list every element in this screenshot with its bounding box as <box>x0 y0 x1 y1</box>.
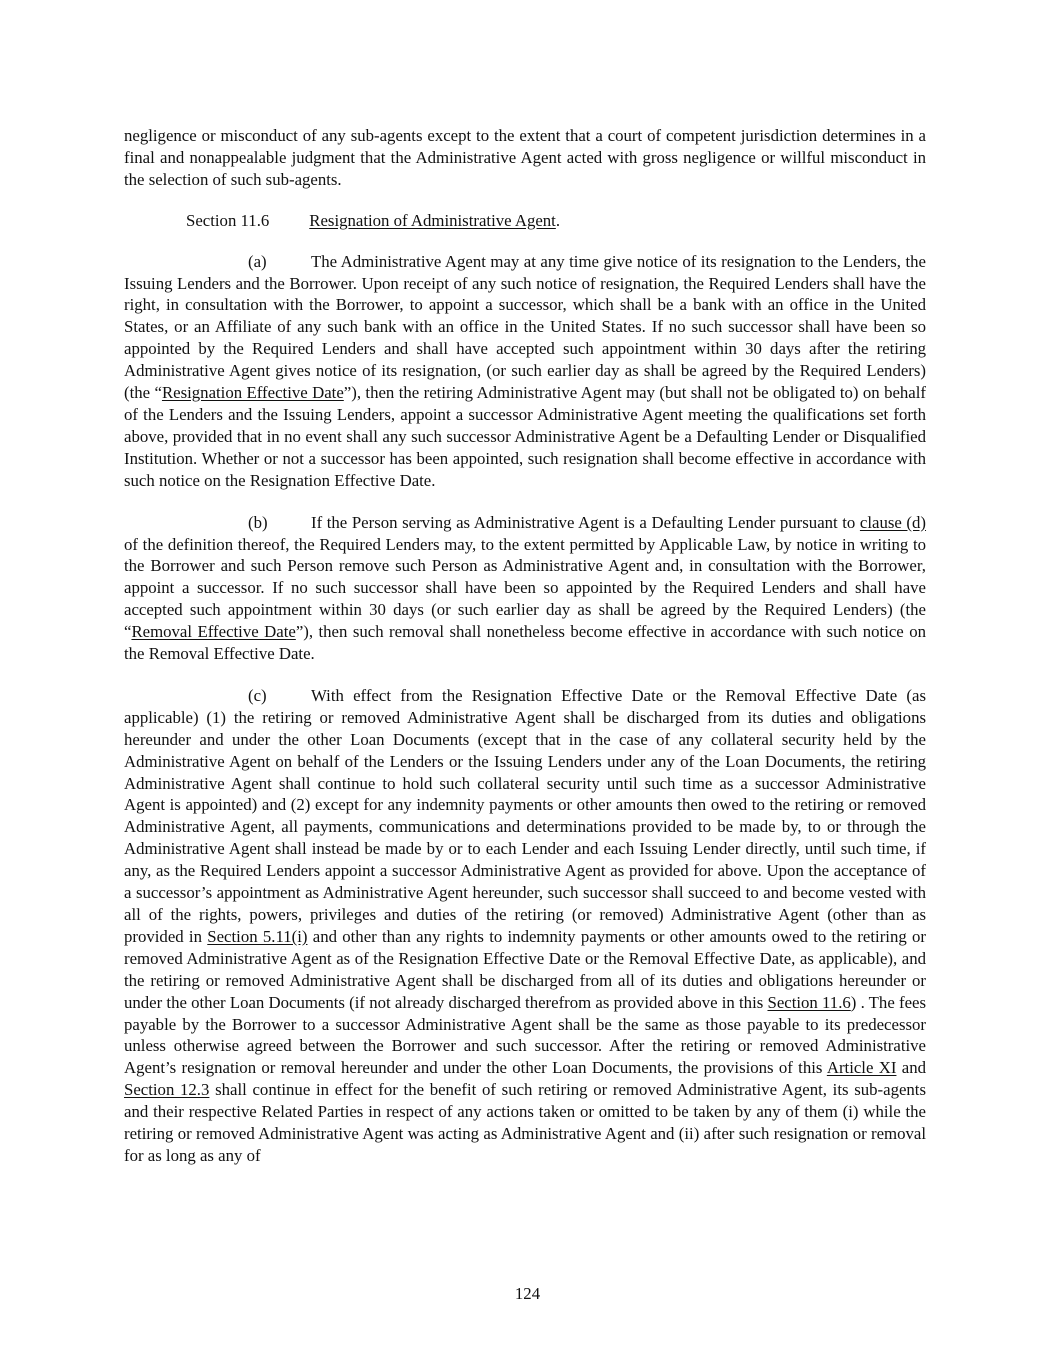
continuation-text: negligence or misconduct of any sub-agents except to the extent that a court of competent jurisdiction determines in a final and nonappealable judgment that the Administrative Agent acted with gross negligence or willful misconduct in the selection of such sub-agents. <box>124 126 926 189</box>
section-number: Section 11.6 <box>186 210 270 230</box>
clause-c-text-3: ) . The fees payable by the Borrower to a successor Administrative Agent shall be the same as those payable to its predecessor unless otherwise agreed between the Borrower and such successor. After the retiring or removed Administrative Agent’s resignation or removal hereunder and under the other Loan Documents, the provisions of this <box>124 992 926 1078</box>
clause-b-text-2: of the definition thereof, the Required Lenders may, to the extent permitted by Applicable Law, by notice in writing to the Borrower and such Person remove such Person as Administrative Agent and, in consultation with the Borrower, appoint a successor. If no such successor shall have been so appointed by the Required Lenders and shall have accepted such appointment within 30 days (or such earlier day as shall be agreed by the Required Lenders) (the “ <box>124 534 926 642</box>
clause-a-paragraph <box>124 251 926 492</box>
resignation-effective-date-term: Resignation Effective Date <box>161 383 344 403</box>
clause-a-text-1: The Administrative Agent may at any time give notice of its resignation to the Lenders, the Issuing Lenders and the Borrower. Upon receipt of any such notice of resignation, the Required Lenders shall have the right, in consultation with the Borrower, to appoint a successor, which shall be a bank with an office in the United States, or an Affiliate of any such bank with an office in the United States. If no such successor shall have been so appointed by the Required Lenders and shall have accepted such appointment within 30 days after the retiring Administrative Agent gives notice of its resignation, (or such earlier day as shall be agreed by the Required Lenders) (the “ <box>124 251 926 403</box>
clause-d-reference: clause (d) <box>859 512 927 532</box>
section-12-3-reference: Section 12.3 <box>124 1080 210 1100</box>
section-title-suffix: . <box>555 210 561 230</box>
page-number: 124 <box>514 1284 541 1303</box>
clause-c-text-5: shall continue in effect for the benefit of such retiring or removed Administrative Agent, its sub-agents and their respective Related Parties in respect of any actions taken or omitted to be taken by any of them (i) while the retiring or removed Administrative Agent was acting as Administrative Agent and (ii) after such resignation or removal for as long as any of <box>124 1080 927 1165</box>
continuation-paragraph <box>124 125 926 191</box>
article-xi-reference: Article XI <box>826 1058 897 1078</box>
clause-c-label: (c) <box>248 685 267 705</box>
clause-b-text-1: If the Person serving as Administrative Agent is a Defaulting Lender pursuant to <box>311 512 860 532</box>
clause-c-text-4: and <box>896 1058 926 1078</box>
section-5-11-i-reference: Section 5.11(i) <box>207 926 308 946</box>
section-heading <box>124 210 926 232</box>
clause-b-text-3: ”), then such removal shall nonetheless become effective in accordance with such notice on the Removal Effective Date. <box>124 622 926 664</box>
document-page <box>124 125 926 1167</box>
section-11-6-reference: Section 11.6 <box>767 992 851 1012</box>
removal-effective-date-term: Removal Effective Date <box>131 622 296 642</box>
clause-c-text-2: and other than any rights to indemnity payments or other amounts owed to the retiring or removed Administrative Agent as of the Resignation Effective Date or the Removal Effective Date, as applicable), and the retiring or removed Administrative Agent shall be discharged from all of its duties and obligations hereunder or under the other Loan Documents (if not already discharged therefrom as provided above in this <box>124 926 926 1012</box>
clause-c-text-1: With effect from the Resignation Effective Date or the Removal Effective Date (as applicable) (1) the retiring or removed Administrative Agent shall be discharged from its duties and obligations hereunder and under the other Loan Documents (except that in the case of any collateral security held by the Administrative Agent on behalf of the Lenders or the Issuing Lenders under any of the Loan Documents, the retiring Administrative Agent shall continue to hold such collateral security until such time as a successor Administrative Agent is appointed) and (2) except for any indemnity payments or other amounts then owed to the retiring or removed Administrative Agent, all payments, communications and determinations provided to be made by, to or through the Administrative Agent shall instead be made by or to each Lender and each Issuing Lender directly, until such time, if any, as the Required Lenders appoint a successor Administrative Agent as provided for above. Upon the acceptance of a successor’s appointment as Administrative Agent hereunder, such successor shall succeed to and become vested with all of the rights, powers, privileges and duties of the retiring (or removed) Administrative Agent (other than as provided in <box>124 685 926 946</box>
clause-a-text-2: ”), then the retiring Administrative Agent may (but shall not be obligated to) on behalf of the Lenders and the Issuing Lenders, appoint a successor Administrative Agent meeting the qualifications set forth above, provided that in no event shall any such successor Administrative Agent be a Defaulting Lender or Disqualified Institution. Whether or not a successor has been appointed, such resignation shall become effective in accordance with such notice on the Resignation Effective Date. <box>124 383 926 490</box>
clause-c-paragraph <box>124 685 926 1167</box>
clause-b-paragraph <box>124 512 926 665</box>
clause-a-label: (a) <box>248 251 267 271</box>
clause-b-label: (b) <box>248 512 268 532</box>
section-title: Resignation of Administrative Agent <box>309 210 556 230</box>
